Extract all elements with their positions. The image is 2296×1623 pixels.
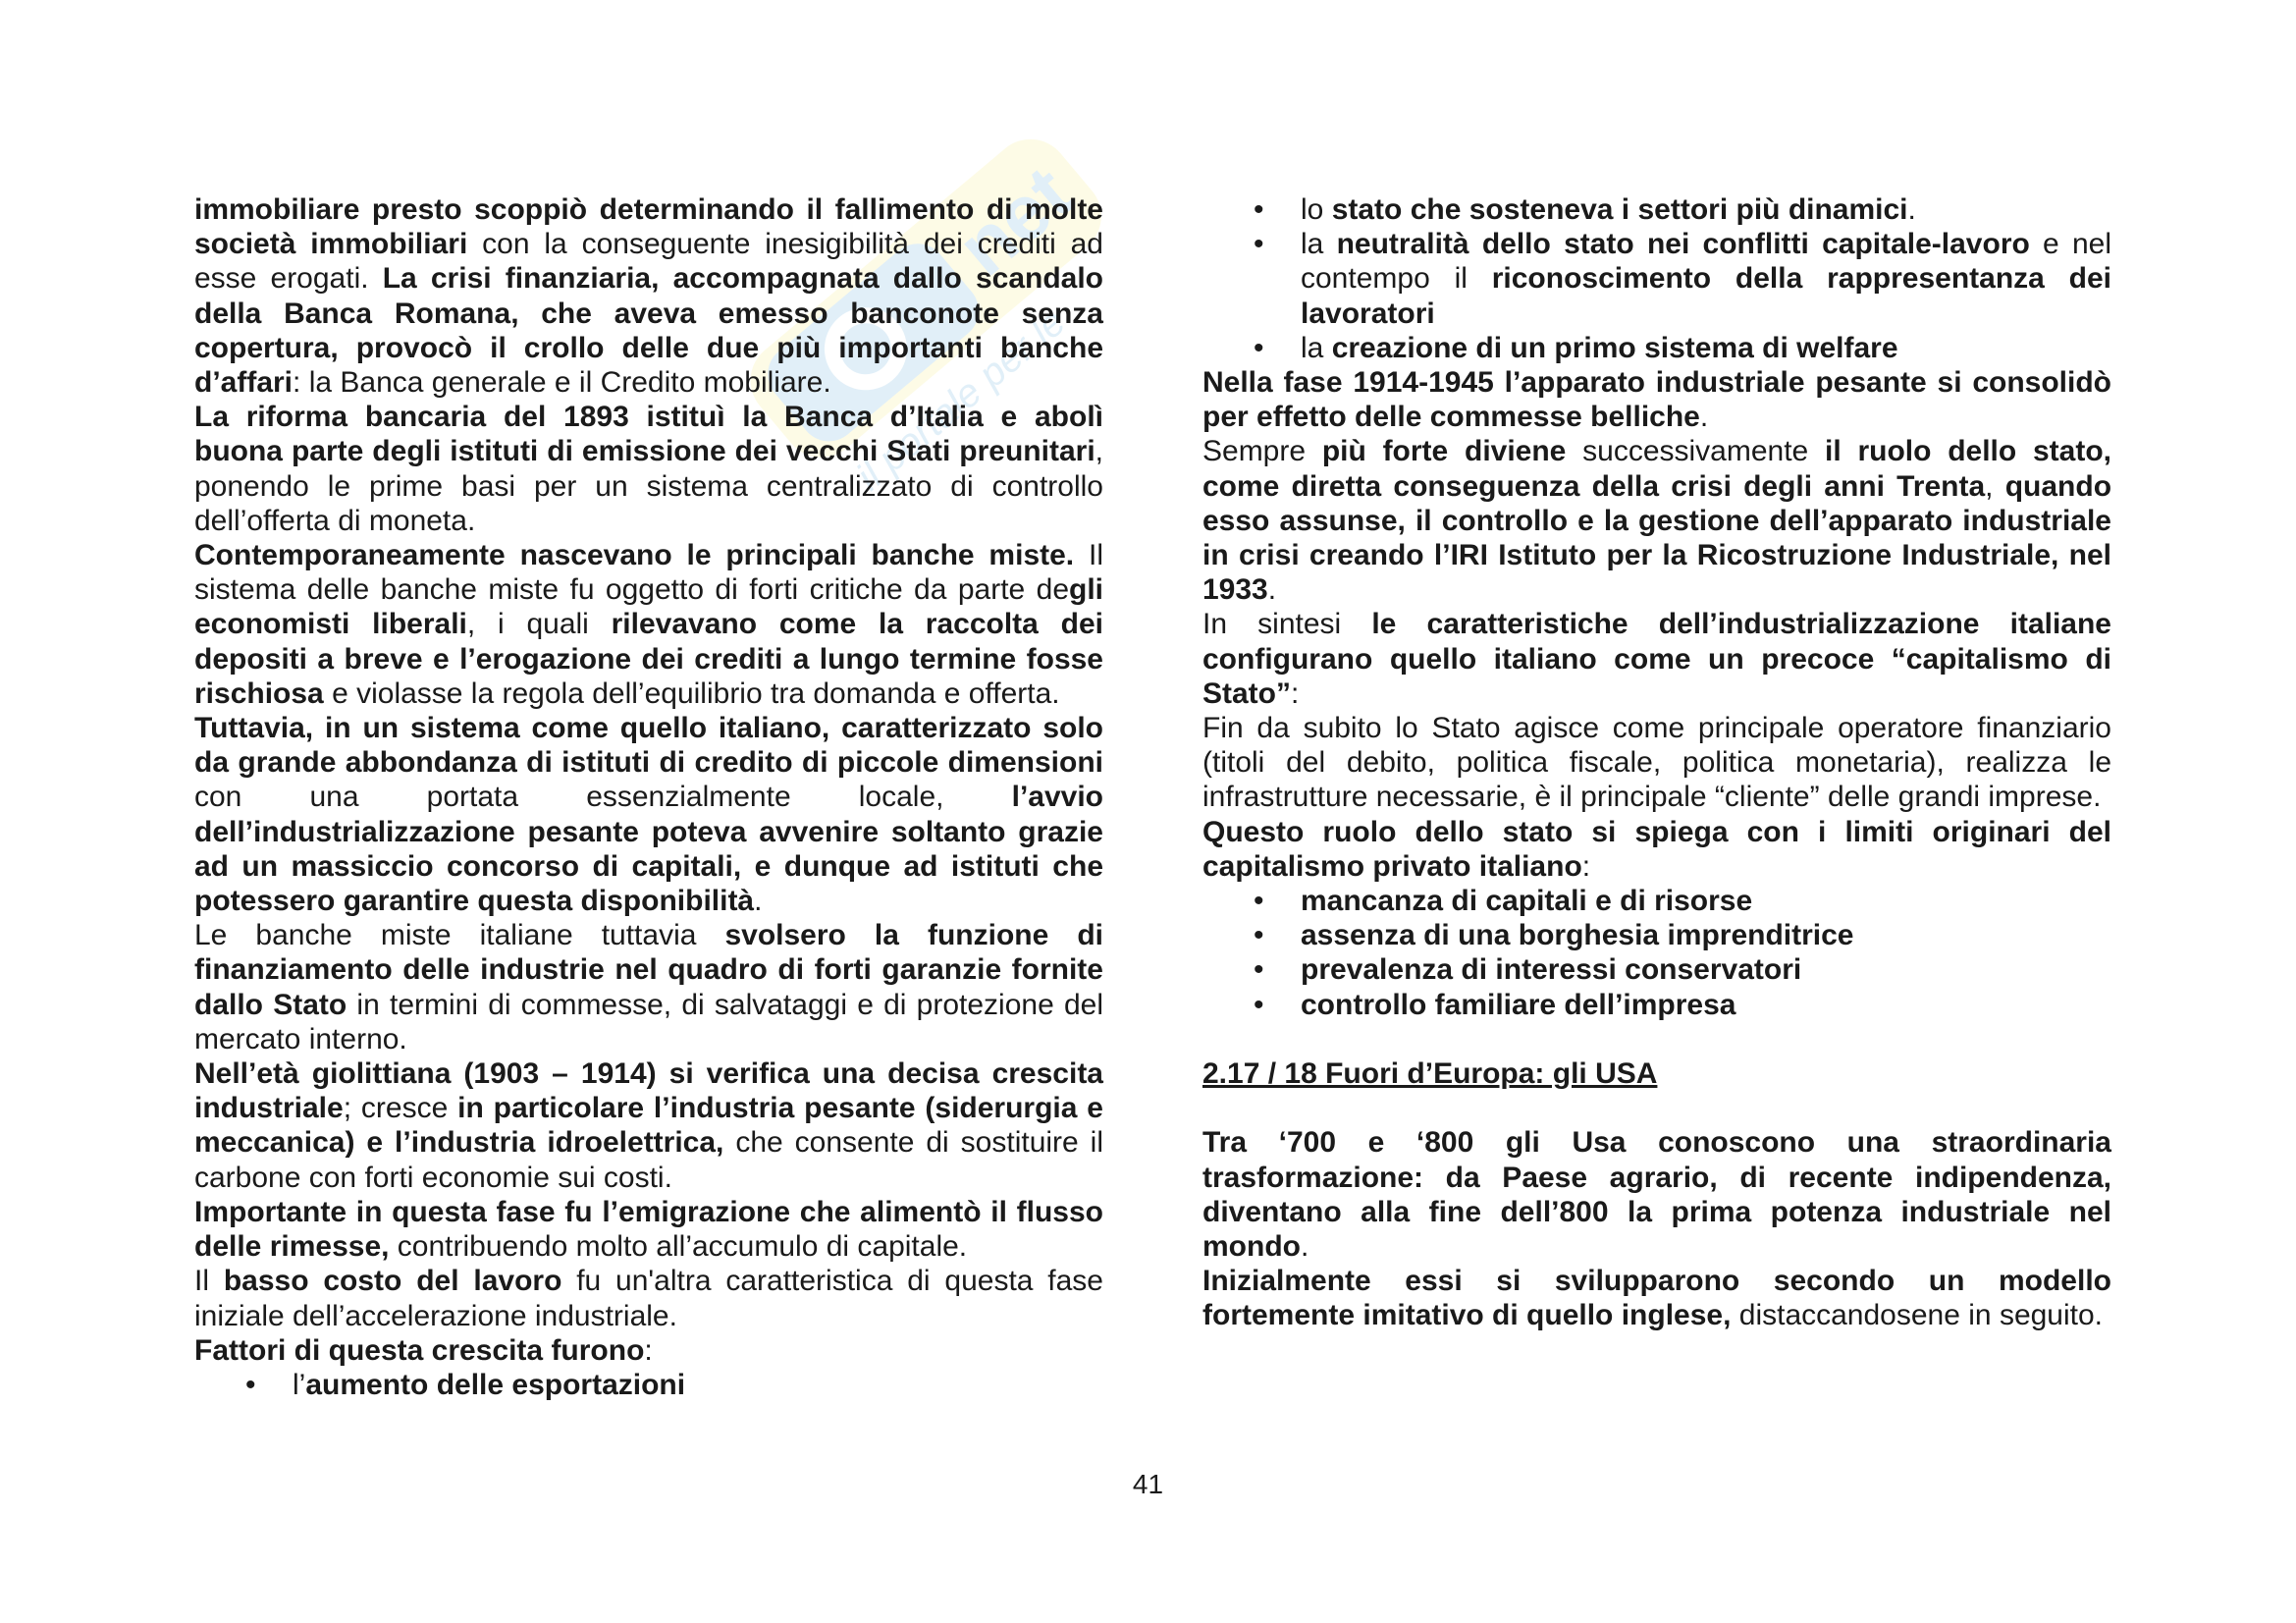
right-column — [1202, 192, 2111, 1333]
spacer — [1202, 1022, 2111, 1056]
paragraph: Nell’età giolittiana (1903 – 1914) si verifica una decisa crescita industriale; cresce in particolare l’industria pesante (siderurgia e meccanica) e l’industria idroelettrica, che consente di sostituire il carbone con forti economie sui costi. — [194, 1057, 1104, 1194]
bullet-list — [1202, 192, 2111, 365]
svg-text:il portale per le: il portale per le — [848, 299, 1074, 500]
list-item: • l’aumento delle esportazioni — [194, 1368, 1103, 1402]
list-item: • controllo familiare dell’impresa — [1202, 988, 2111, 1022]
paragraph: In sintesi le caratteristiche dell’industrializzazione italiane configurano quello italiano come un precoce “capitalismo di Stato”: — [1202, 608, 2111, 710]
paragraph: Tra ‘700 e ‘800 gli Usa conoscono una straordinaria trasformazione: da Paese agrario, di recente indipendenza, diventano alla fine dell’800 la prima potenza industriale nel mondo. — [1202, 1126, 2111, 1264]
paragraph: Importante in questa fase fu l’emigrazione che alimentò il flusso delle rimesse, contribuendo molto all’accumulo di capitale. — [194, 1195, 1103, 1264]
list-item: • la creazione di un primo sistema di welfare — [1202, 331, 2111, 365]
paragraph: Nella fase 1914-1945 l’apparato industriale pesante si consolidò per effetto delle commesse belliche. — [1202, 366, 2111, 434]
page-number: 41 — [1132, 1469, 1164, 1499]
section-heading: 2.17 / 18 Fuori d’Europa: gli USA — [1202, 1057, 1658, 1091]
list-item: • la neutralità dello stato nei conflitti capitale-lavoro e nel contempo il riconoscimento della rappresentanza dei lavoratori — [1202, 227, 2111, 331]
paragraph: Le banche miste italiane tuttavia svolsero la funzione di finanziamento delle industrie nel quadro di forti garanzie fornite dallo Stato in termini di commesse, di salvataggi e di protezione del mercato interno. — [194, 919, 1103, 1055]
list-item: • mancanza di capitali e di risorse — [1202, 884, 2111, 918]
paragraph: Fattori di questa crescita furono: — [194, 1333, 653, 1367]
paragraph: Questo ruolo dello stato si spiega con i limiti originari del capitalismo privato italiano: — [1202, 815, 2111, 883]
spacer — [1202, 1091, 2111, 1125]
paragraph: Fin da subito lo Stato agisce come principale operatore finanziario (titoli del debito, politica fiscale, politica monetaria), realizza le infrastrutture necessarie, è il principale “cliente” delle grandi imprese. — [1202, 712, 2111, 814]
list-item: • prevalenza di interessi conservatori — [1202, 952, 2111, 987]
bullet-list — [1202, 884, 2111, 1022]
paragraph: Inizialmente essi si svilupparono secondo un modello fortemente imitativo di quello inglese, distaccandosene in seguito. — [1202, 1265, 2111, 1332]
list-item: • assenza di una borghesia imprenditrice — [1202, 918, 2111, 952]
paragraph: La riforma bancaria del 1893 istituì la Banca d’Italia e abolì buona parte degli istituti di emissione dei vecchi Stati preunitari, ponendo le prime basi per un sistema centralizzato di controllo dell’offerta di moneta. — [194, 401, 1103, 537]
bullet-list — [194, 1368, 1103, 1402]
paragraph: immobiliare presto scoppiò determinando il fallimento di molte società immobiliari con la conseguente inesigibilità dei crediti ad esse erogati. La crisi finanziaria, accompagnata dallo scandalo della Banca Romana, che aveva emesso banconote senza copertura, provocò il crollo delle due più importanti banche d’affari: la Banca generale e il Credito mobiliare. — [194, 193, 1103, 400]
paragraph: Contemporaneamente nascevano le principali banche miste. Il sistema delle banche miste fu oggetto di forti critiche da parte degli economisti liberali, i quali rilevavano come la raccolta dei depositi a breve e l’erogazione dei crediti a lungo termine fosse rischiosa e violasse la regola dell’equilibrio tra domanda e offerta. — [194, 539, 1103, 710]
list-item: • lo stato che sosteneva i settori più dinamici. — [1202, 192, 2111, 227]
paragraph: Tuttavia, in un sistema come quello italiano, caratterizzato solo da grande abbondanza di istituti di credito di piccole dimensioni con una portata essenzialmente locale, l’avvio dell’industrializzazione pesante poteva avvenire soltanto grazie ad un massiccio concorso di capitali, e dunque ad istituti che potessero garantire questa disponibilità. — [194, 712, 1103, 918]
svg-text:net: net — [940, 149, 1089, 293]
paragraph: Sempre più forte diviene successivamente il ruolo dello stato, come diretta conseguenza della crisi degli anni Trenta, quando esso assunse, il controllo e la gestione dell’apparato industriale in crisi creando l’IRI Istituto per la Ricostruzione Industriale, nel 1933. — [1202, 435, 2112, 607]
left-column — [194, 192, 1103, 1402]
paragraph: Il basso costo del lavoro fu un'altra caratteristica di questa fase iniziale dell’accelerazione industriale. — [194, 1265, 1103, 1332]
